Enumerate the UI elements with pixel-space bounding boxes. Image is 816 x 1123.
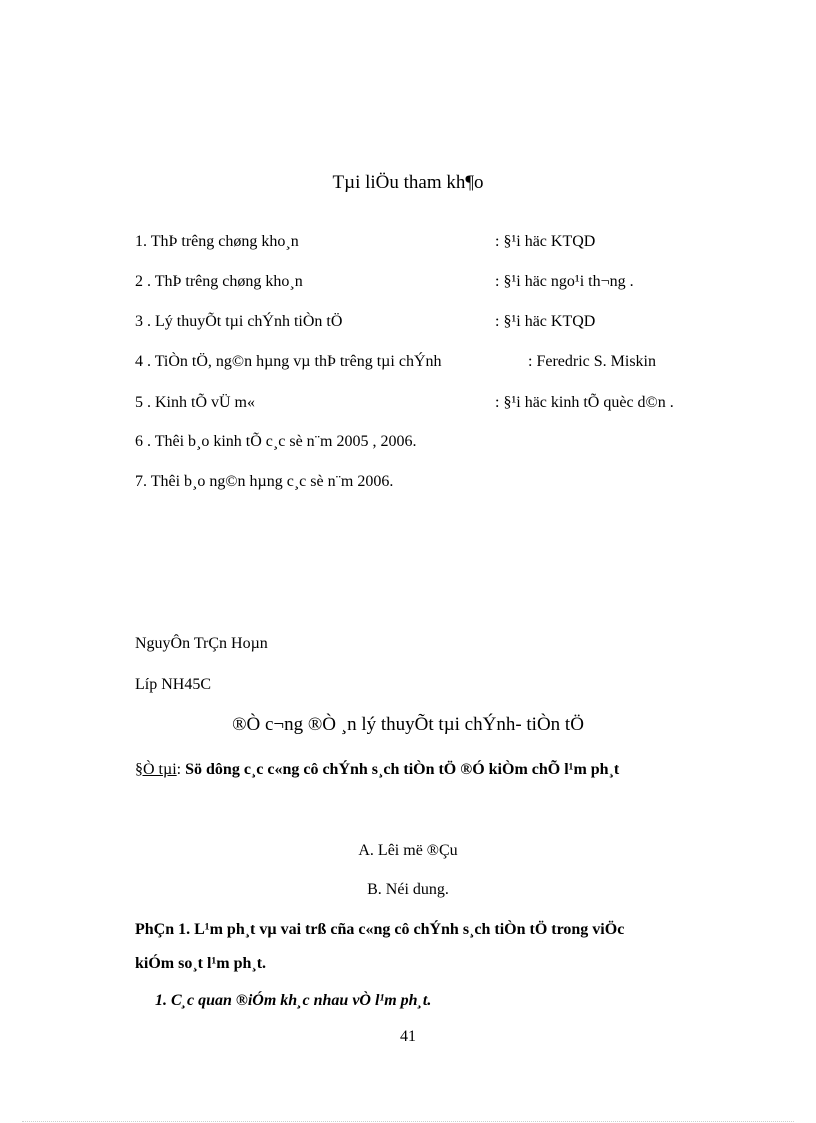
reference-item-right: : Feredric S. Miskin <box>528 353 656 370</box>
topic-label: §Ò tµi <box>135 761 177 778</box>
page-number: 41 <box>400 1028 416 1045</box>
subject-heading: ®Ò c¬ng ®Ò ¸n lý thuyÕt tµi chÝnh- tiÒn tÖ <box>232 714 584 735</box>
reference-item-right: : §¹i häc kinh tÕ quèc d©n . <box>495 394 674 411</box>
reference-item-left: 1. ThÞ trêng chøng kho¸n <box>135 233 299 250</box>
author-class: Líp NH45C <box>135 676 211 693</box>
reference-item-left: 5 . Kinh tÕ vÜ m« <box>135 394 255 411</box>
reference-item-left: 2 . ThÞ trêng chøng kho¸n <box>135 273 303 290</box>
outline-content: B. Néi dung. <box>367 881 449 898</box>
topic-line <box>135 760 619 780</box>
references-title: Tµi liÖu tham kh¶o <box>332 172 484 193</box>
reference-item-left: 7. Thêi b¸o ng©n hµng c¸c sè n¨m 2006. <box>135 473 394 490</box>
outline-introduction: A. Lêi më ®Çu <box>358 842 458 859</box>
reference-item-right: : §¹i häc KTQD <box>495 313 596 330</box>
author-name: NguyÔn TrÇn Hoµn <box>135 635 268 652</box>
subsection-heading: 1. C¸c quan ®iÓm kh¸c nhau vÒ l¹m ph¸t. <box>155 992 432 1009</box>
part1-heading-line1: PhÇn 1. L¹m ph¸t vµ vai trß cña c«ng cô chÝnh s¸ch tiÒn tÖ trong viÖc <box>135 921 625 938</box>
reference-item-left: 4 . TiÒn tÖ, ng©n hµng vµ thÞ trêng tµi chÝnh <box>135 353 442 370</box>
reference-item-left: 6 . Thêi b¸o kinh tÕ c¸c sè n¨m 2005 , 2006. <box>135 433 417 450</box>
topic-text: Sö dông c¸c c«ng cô chÝnh s¸ch tiÒn tÖ ®Ó kiÒm chÕ l¹m ph¸t <box>181 761 620 778</box>
part1-heading-line2: kiÓm so¸t l¹m ph¸t. <box>135 955 267 972</box>
reference-item-right: : §¹i häc KTQD <box>495 233 596 250</box>
reference-item-right: : §¹i häc ngo¹i th¬ng . <box>495 273 634 290</box>
page-bottom-divider <box>22 1121 794 1122</box>
reference-item-left: 3 . Lý thuyÕt tµi chÝnh tiÒn tÖ <box>135 313 343 330</box>
topic-colon: : <box>176 761 182 778</box>
